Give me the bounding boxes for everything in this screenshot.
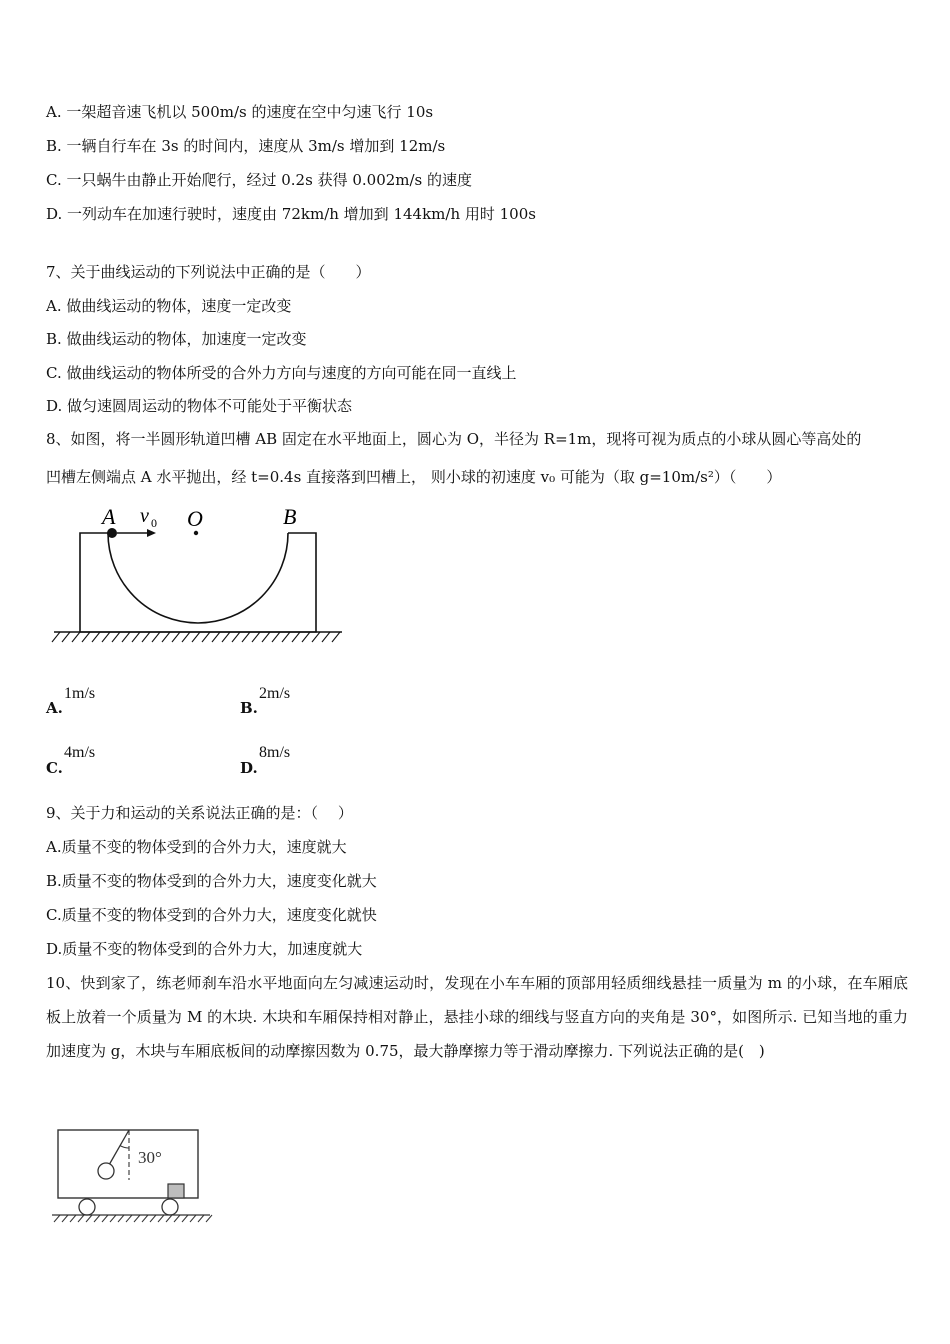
- q6-option-c: C. 一只蜗牛由静止开始爬行，经过 0.2s 获得 0.002m/s 的速度: [46, 171, 473, 189]
- label-o: O: [187, 506, 203, 531]
- q9-option-b: B.质量不变的物体受到的合外力大，速度变化就大: [46, 872, 377, 890]
- q8-option-a-value: 1m/s: [64, 685, 96, 702]
- label-v0-subscript: 0: [151, 516, 157, 530]
- q9-stem: 9、关于力和运动的关系说法正确的是：（ ）: [46, 804, 353, 822]
- q7-option-d: D. 做匀速圆周运动的物体不可能处于平衡状态: [46, 397, 353, 415]
- q8-semicircle-groove-figure: [50, 500, 350, 648]
- q8-option-a-letter: A.: [46, 699, 63, 717]
- velocity-arrowhead: [147, 529, 156, 537]
- q8-stem-line2: 凹槽左侧端点 A 水平抛出，经 t=0.4s 直接落到凹槽上， 则小球的初速度 v₀ 可能为（取 g=10m/s²）（ ）: [46, 468, 782, 486]
- wooden-block: [168, 1184, 184, 1198]
- angle-arc: [120, 1146, 129, 1148]
- q8-option-c-letter: C.: [46, 759, 63, 777]
- center-point-o: [194, 531, 198, 535]
- q6-option-d: D. 一列动车在加速行驶时，速度由 72km/h 增加到 144km/h 用时 100s: [46, 205, 536, 223]
- q8-stem-line1: 8、如图，将一半圆形轨道凹槽 AB 固定在水平地面上，圆心为 O，半径为 R=1m，现将可视为质点的小球从圆心等高处的: [46, 430, 862, 448]
- groove-arc: [108, 533, 288, 623]
- label-a: A: [102, 504, 116, 529]
- q9-option-a: A.质量不变的物体受到的合外力大，速度就大: [46, 838, 347, 856]
- label-b: B: [283, 504, 297, 529]
- q7-option-a: A. 做曲线运动的物体，速度一定改变: [46, 297, 292, 315]
- groove-outline: [80, 533, 316, 632]
- pendulum-ball: [98, 1163, 114, 1179]
- q8-option-b-value: 2m/s: [259, 685, 291, 702]
- q7-stem: 7、关于曲线运动的下列说法中正确的是（ ）: [46, 263, 371, 281]
- q10-stem: 10、快到家了，练老师刹车沿水平地面向左匀减速运动时，发现在小车车厢的顶部用轻质细线悬挂一质量为 m 的小球，在车厢底板上放着一个质量为 M 的木块. 木块和车厢保持相对静止，悬挂小球的细线与竖直方向的夹角是 30°，如图所示. 已知当地的重力加速度为 g，木块与车厢底板间的动摩擦因数为 0.75，最大静摩擦力等于滑动摩擦力. 下列说法正确的是( ): [46, 974, 908, 1060]
- angle-label: 30°: [138, 1148, 162, 1167]
- wheel-left: [79, 1199, 95, 1215]
- q9-option-d: D.质量不变的物体受到的合外力大，加速度就大: [46, 940, 363, 958]
- ball: [107, 528, 117, 538]
- q8-option-d-value: 8m/s: [259, 744, 291, 761]
- q6-option-a: A. 一架超音速飞机以 500m/s 的速度在空中匀速飞行 10s: [46, 103, 434, 121]
- ground-hatching: [52, 632, 340, 642]
- ground-hatching: [54, 1215, 212, 1222]
- q8-option-b-letter: B.: [240, 699, 258, 717]
- label-v0: v: [140, 505, 149, 527]
- wheel-right: [162, 1199, 178, 1215]
- q9-option-c: C.质量不变的物体受到的合外力大，速度变化就快: [46, 906, 377, 924]
- q6-option-b: B. 一辆自行车在 3s 的时间内，速度从 3m/s 增加到 12m/s: [46, 137, 446, 155]
- q8-option-d-letter: D.: [240, 759, 258, 777]
- q7-option-b: B. 做曲线运动的物体，加速度一定改变: [46, 330, 307, 348]
- q7-option-c: C. 做曲线运动的物体所受的合外力方向与速度的方向可能在同一直线上: [46, 364, 517, 382]
- q8-option-c-value: 4m/s: [64, 744, 96, 761]
- q10-car-figure: [50, 1126, 216, 1226]
